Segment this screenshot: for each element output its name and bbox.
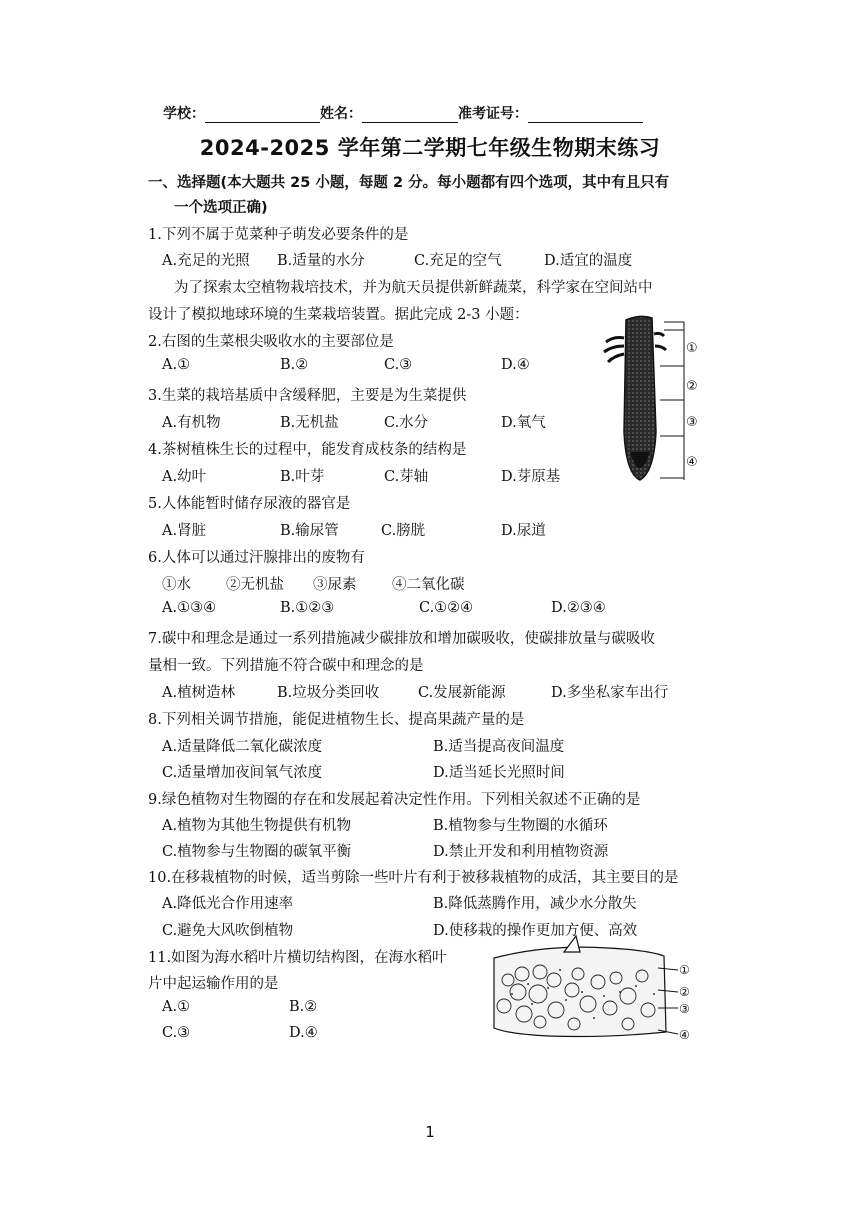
q3-option-d: D.氧气 xyxy=(501,415,546,431)
page-title: 2024-2025 学年第二学期七年级生物期末练习 xyxy=(199,136,661,160)
q4-option-b: B.叶芽 xyxy=(280,469,325,485)
q4-option-a: A.幼叶 xyxy=(162,469,207,485)
q7-option-a: A.植树造林 xyxy=(162,685,236,701)
question-6: 6.人体可以通过汗腺排出的废物有 xyxy=(148,550,365,566)
q6-option-a: A.①③④ xyxy=(162,600,217,616)
section-heading: 一、选择题(本大题共 25 小题，每题 2 分。每小题都有四个选项，其中有且只有 xyxy=(148,175,670,191)
exam-header xyxy=(163,103,643,123)
q6-option-b: B.①②③ xyxy=(280,600,335,616)
leaf-cross-section-figure xyxy=(488,934,698,1046)
leaf-label-3: ③ xyxy=(679,1002,690,1016)
q9-option-a: A.植物为其他生物提供有机物 xyxy=(162,818,352,834)
q1-option-b: B.适量的水分 xyxy=(277,253,365,269)
root-tip-figure xyxy=(600,312,716,484)
q3-option-b: B.无机盐 xyxy=(280,415,339,431)
q7-option-c: C.发展新能源 xyxy=(418,685,506,701)
q2-option-a: A.① xyxy=(162,357,191,373)
q6-item-2: ②无机盐 xyxy=(226,577,284,593)
q11-option-d: D.④ xyxy=(289,1025,318,1041)
q9-option-b: B.植物参与生物圈的水循环 xyxy=(433,818,608,834)
q11-option-a: A.① xyxy=(162,999,191,1015)
question-8: 8.下列相关调节措施，能促进植物生长、提高果蔬产量的是 xyxy=(148,712,525,728)
label-4: ④ xyxy=(686,455,698,470)
school-blank[interactable] xyxy=(205,108,320,123)
name-blank[interactable] xyxy=(362,108,458,123)
school-label: 学校： xyxy=(163,106,205,122)
q6-item-4: ④二氧化碳 xyxy=(392,577,465,593)
q10-option-a: A.降低光合作用速率 xyxy=(162,896,294,912)
q1-option-a: A.充足的光照 xyxy=(162,253,250,269)
q5-option-d: D.尿道 xyxy=(501,523,546,539)
q6-item-1: ①水 xyxy=(162,577,191,593)
leaf-label-4: ④ xyxy=(679,1028,690,1042)
q2-option-b: B.② xyxy=(280,357,309,373)
q10-option-d: D.使移栽的操作更加方便、高效 xyxy=(433,923,638,939)
label-lines xyxy=(660,322,684,480)
q8-option-d: D.适当延长光照时间 xyxy=(433,765,565,781)
q1-option-c: C.充足的空气 xyxy=(414,253,502,269)
q8-option-a: A.适量降低二氧化碳浓度 xyxy=(162,739,323,755)
q5-option-b: B.输尿管 xyxy=(280,523,339,539)
context-paragraph: 为了探索太空植物栽培技术，并为航天员提供新鲜蔬菜，科学家在空间站中 xyxy=(174,280,653,296)
leaf-label-2: ② xyxy=(679,985,690,999)
q2-option-d: D.④ xyxy=(501,357,530,373)
question-11-cont: 片中起运输作用的是 xyxy=(148,976,279,992)
q8-option-b: B.适当提高夜间温度 xyxy=(433,739,565,755)
q11-option-b: B.② xyxy=(289,999,318,1015)
q6-option-c: C.①②④ xyxy=(419,600,474,616)
question-7-cont: 量相一致。下列措施不符合碳中和理念的是 xyxy=(148,658,424,674)
q4-option-c: C.芽轴 xyxy=(384,469,429,485)
q10-option-c: C.避免大风吹倒植物 xyxy=(162,923,294,939)
q7-option-d: D.多坐私家车出行 xyxy=(551,685,669,701)
exam-id-blank[interactable] xyxy=(528,108,643,123)
name-label: 姓名： xyxy=(320,106,362,122)
question-4: 4.茶树植株生长的过程中，能发育成枝条的结构是 xyxy=(148,442,467,458)
q5-option-a: A.肾脏 xyxy=(162,523,207,539)
question-5: 5.人体能暂时储存尿液的器官是 xyxy=(148,496,351,512)
q5-option-c: C.膀胱 xyxy=(381,523,426,539)
q2-option-c: C.③ xyxy=(384,357,413,373)
q11-option-c: C.③ xyxy=(162,1025,191,1041)
question-11: 11.如图为海水稻叶片横切结构图，在海水稻叶 xyxy=(148,950,447,966)
label-2: ② xyxy=(686,379,698,394)
q10-option-b: B.降低蒸腾作用，减少水分散失 xyxy=(433,896,637,912)
q9-option-d: D.禁止开发和利用植物资源 xyxy=(433,844,609,860)
question-2: 2.右图的生菜根尖吸收水的主要部位是 xyxy=(148,334,394,350)
q8-option-c: C.适量增加夜间氧气浓度 xyxy=(162,765,323,781)
label-1: ① xyxy=(686,341,698,356)
question-3: 3.生菜的栽培基质中含缓释肥，主要是为生菜提供 xyxy=(148,388,467,404)
context-paragraph-cont: 设计了模拟地球环境的生菜栽培装置。据此完成 2-3 小题： xyxy=(148,307,529,323)
page-number: 1 xyxy=(425,1123,435,1141)
question-9: 9.绿色植物对生物圈的存在和发展起着决定性作用。下列相关叙述不正确的是 xyxy=(148,792,641,808)
q6-option-d: D.②③④ xyxy=(551,600,606,616)
leaf-hair xyxy=(564,936,580,952)
question-7: 7.碳中和理念是通过一系列措施减少碳排放和增加碳吸收，使碳排放量与碳吸收 xyxy=(148,631,655,647)
q7-option-b: B.垃圾分类回收 xyxy=(277,685,380,701)
question-1: 1.下列不属于苋菜种子萌发必要条件的是 xyxy=(148,227,409,243)
question-10: 10.在移栽植物的时候，适当剪除一些叶片有利于被移栽植物的成活，其主要目的是 xyxy=(148,870,679,886)
exam-id-label: 准考证号： xyxy=(458,106,528,122)
q4-option-d: D.芽原基 xyxy=(501,469,561,485)
q3-option-a: A.有机物 xyxy=(162,415,221,431)
q1-option-d: D.适宜的温度 xyxy=(544,253,633,269)
q9-option-c: C.植物参与生物圈的碳氧平衡 xyxy=(162,844,352,860)
label-3: ③ xyxy=(686,415,698,430)
q3-option-c: C.水分 xyxy=(384,415,429,431)
q6-item-3: ③尿素 xyxy=(313,577,357,593)
section-heading-cont: 一个选项正确) xyxy=(174,200,268,216)
leaf-label-1: ① xyxy=(679,963,690,977)
